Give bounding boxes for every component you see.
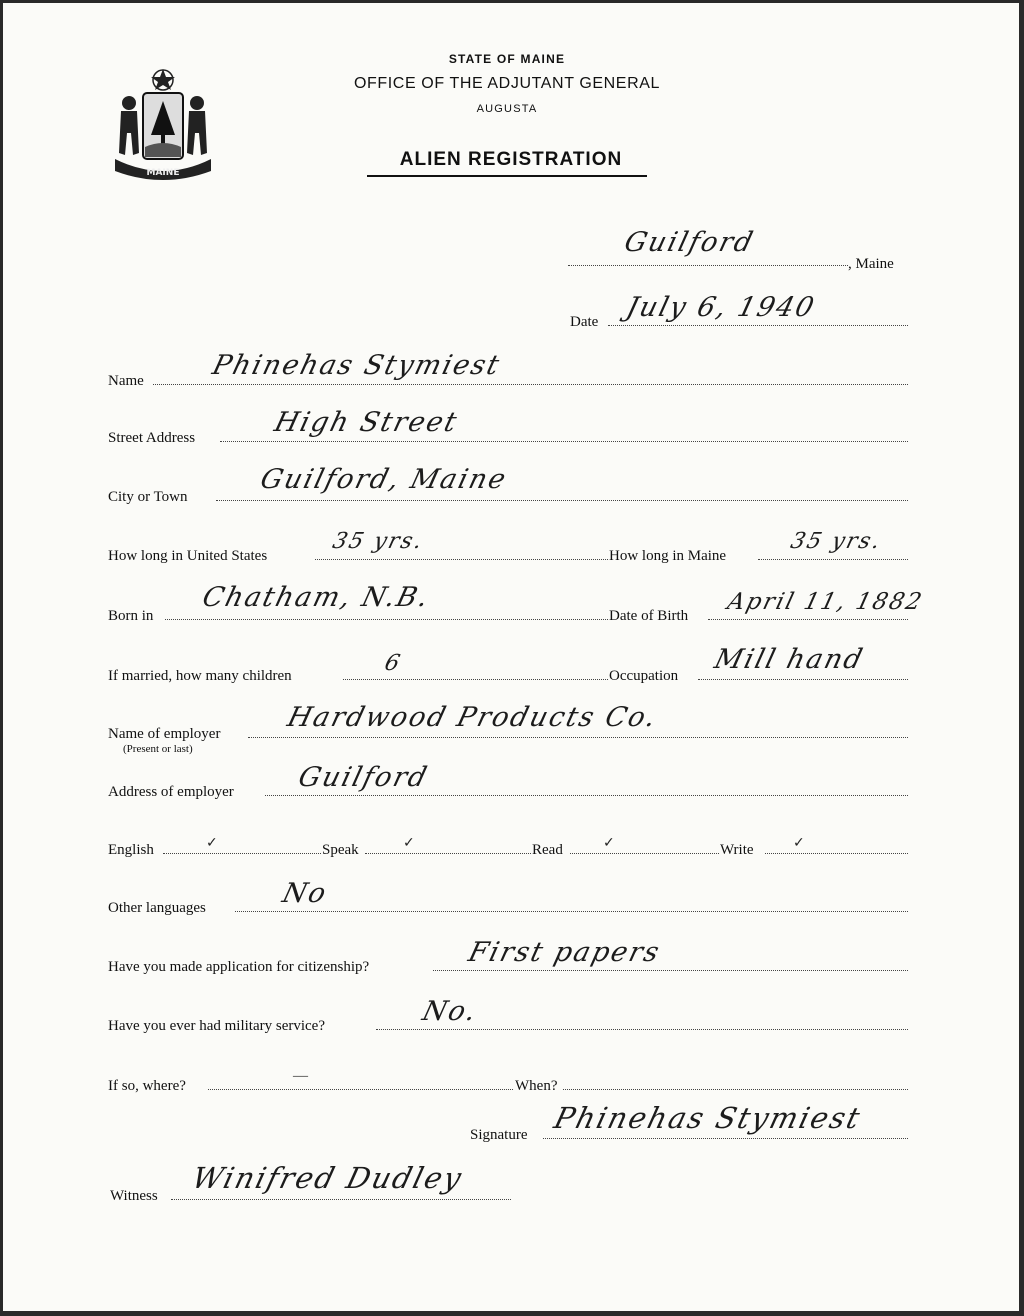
when-line: [563, 1089, 908, 1090]
born-in-value: Chatham, N.B.: [199, 582, 434, 613]
name-value: Phinehas Stymiest: [209, 350, 505, 381]
children-label: If married, how many children: [108, 668, 292, 684]
write-check-icon: ✓: [793, 835, 805, 851]
name-label: Name: [108, 373, 144, 389]
speak-line: [365, 853, 531, 854]
employer-address-line: [265, 795, 908, 796]
military-line: [376, 1029, 908, 1030]
form-sheet: [3, 3, 1019, 1311]
english-check-icon: ✓: [206, 835, 218, 851]
maine-label: , Maine: [848, 256, 894, 272]
occupation-label: Occupation: [609, 668, 679, 684]
employer-value: Hardwood Products Co.: [284, 702, 661, 733]
how-long-us-line: [315, 559, 608, 560]
english-line: [163, 853, 321, 854]
military-label: Have you ever had military service?: [108, 1018, 325, 1034]
other-languages-line: [235, 911, 908, 912]
english-label: English: [108, 842, 154, 858]
where-value: —: [293, 1068, 308, 1084]
name-line: [153, 384, 908, 385]
citizenship-label: Have you made application for citizenship?: [108, 959, 370, 975]
speak-check-icon: ✓: [403, 835, 415, 851]
witness-line: [171, 1199, 511, 1200]
signature-label: Signature: [470, 1127, 528, 1143]
town-value: Guilford: [621, 227, 758, 258]
employer-address-label: Address of employer: [108, 784, 234, 800]
born-in-line: [165, 619, 608, 620]
witness-value: Winifred Dudley: [188, 1161, 467, 1195]
read-line: [570, 853, 719, 854]
write-label: Write: [720, 842, 754, 858]
occupation-line: [698, 679, 908, 680]
city-line: [216, 500, 908, 501]
dob-label: Date of Birth: [609, 608, 689, 624]
signature-value: Phinehas Stymiest: [550, 1101, 865, 1135]
header-state: STATE OF MAINE: [448, 52, 566, 66]
how-long-us-value: 35 yrs.: [330, 529, 427, 554]
where-line: [208, 1089, 513, 1090]
citizenship-line: [433, 970, 908, 971]
date-label: Date: [570, 314, 599, 330]
when-label: When?: [515, 1078, 558, 1094]
street-line: [220, 441, 908, 442]
how-long-maine-label: How long in Maine: [609, 548, 727, 564]
children-value: 6: [382, 651, 405, 676]
write-line: [765, 853, 908, 854]
how-long-us-label: How long in United States: [108, 548, 268, 564]
title-underline: [367, 175, 647, 177]
read-label: Read: [532, 842, 563, 858]
date-value: July 6, 1940: [623, 292, 819, 323]
city-label: City or Town: [108, 489, 188, 505]
witness-label: Witness: [110, 1188, 158, 1204]
other-languages-value: No: [279, 878, 331, 909]
town-line: [568, 265, 848, 266]
employer-address-value: Guilford: [295, 762, 432, 793]
street-label: Street Address: [108, 430, 196, 446]
header-city: AUGUSTA: [476, 103, 538, 115]
employer-sublabel: (Present or last): [123, 743, 193, 755]
how-long-maine-line: [758, 559, 908, 560]
military-value: No.: [419, 996, 481, 1027]
citizenship-value: First papers: [465, 937, 664, 968]
seal-text: MAINE: [146, 168, 180, 178]
street-value: High Street: [271, 407, 462, 438]
header-office: OFFICE OF THE ADJUTANT GENERAL: [353, 75, 661, 92]
dob-line: [708, 619, 908, 620]
occupation-value: Mill hand: [711, 644, 868, 675]
where-label: If so, where?: [108, 1078, 186, 1094]
speak-label: Speak: [322, 842, 359, 858]
dob-value: April 11, 1882: [724, 589, 927, 615]
how-long-maine-value: 35 yrs.: [788, 529, 885, 554]
signature-line: [543, 1138, 908, 1139]
read-check-icon: ✓: [603, 835, 615, 851]
city-value: Guilford, Maine: [257, 464, 511, 495]
date-line: [608, 325, 908, 326]
form-title: ALIEN REGISTRATION: [399, 149, 623, 170]
employer-line: [248, 737, 908, 738]
children-line: [343, 679, 608, 680]
other-languages-label: Other languages: [108, 900, 206, 916]
employer-label: Name of employer: [108, 726, 221, 742]
born-in-label: Born in: [108, 608, 154, 624]
